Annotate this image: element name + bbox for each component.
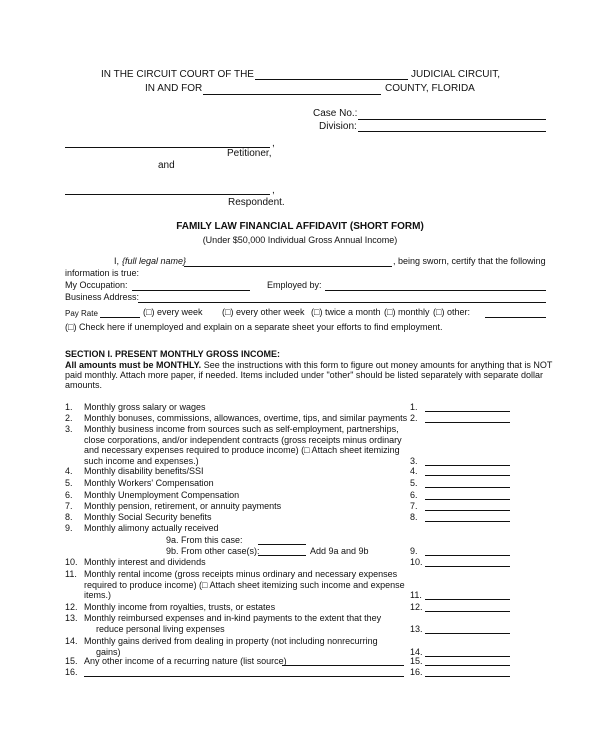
item-number: 15. [65, 656, 78, 666]
pay-option-label: every other week [235, 307, 305, 317]
checkbox-icon: □ [387, 307, 393, 317]
county-field[interactable] [203, 94, 381, 95]
item-ref-number: 15. [410, 656, 423, 666]
item-number: 2. [65, 413, 73, 423]
respondent-name-field[interactable] [65, 194, 270, 195]
business-address-label: Business Address: [65, 292, 140, 302]
amount-field[interactable] [425, 599, 510, 600]
amount-field[interactable] [425, 411, 510, 412]
item-description-line: Monthly interest and dividends [84, 557, 206, 567]
business-address-field[interactable] [138, 302, 546, 303]
being-sworn-text: , being sworn, certify that the following [393, 256, 546, 266]
item-description-line: such income and expenses.) [84, 455, 199, 466]
info-true-text: information is true: [65, 268, 140, 278]
circuit-field[interactable] [255, 79, 408, 80]
pay-rate-field[interactable] [100, 317, 140, 318]
section1-instruction-line2: paid monthly. Attach more paper, if needed. Items included under "other" should be listed separately with separate dollar [65, 370, 544, 380]
item-description-line: Monthly pension, retirement, or annuity payments [84, 501, 282, 511]
item-ref-number: 10. [410, 557, 423, 567]
alimony-9b-field[interactable] [258, 555, 306, 556]
form-title: FAMILY LAW FINANCIAL AFFIDAVIT (SHORT FORM) [176, 221, 424, 232]
pay-option-other[interactable]: (□) other: [433, 307, 470, 317]
instruction-text: See the instructions with this form to figure out money amounts for anything that is NOT [201, 360, 553, 370]
item-description-line: Monthly disability benefits/SSI [84, 466, 204, 476]
form-subtitle: (Under $50,000 Individual Gross Annual Income) [202, 235, 398, 245]
item-description-line: Monthly Workers' Compensation [84, 478, 214, 488]
item-ref-number: 5. [410, 478, 418, 488]
alimony-9b-label: 9b. From other case(s): [166, 546, 260, 556]
petitioner-comma: , [272, 138, 275, 149]
item-description-line: Monthly Social Security benefits [84, 512, 212, 522]
respondent-label: Respondent. [228, 197, 285, 208]
item-description-line: close corporations, and/or independent contracts (gross receipts minus ordinary [84, 434, 402, 445]
item-description-line: items.) [84, 590, 111, 600]
i-label: I, [114, 256, 120, 266]
item-description-line: Monthly gross salary or wages [84, 402, 206, 412]
item-ref-number: 1. [410, 402, 418, 412]
amount-field[interactable] [425, 510, 510, 511]
amount-field[interactable] [425, 665, 510, 666]
item-number: 16. [65, 667, 78, 677]
section1-bold-lead: All amounts must be MONTHLY. [65, 360, 202, 370]
judicial-circuit-label: JUDICIAL CIRCUIT, [411, 69, 501, 80]
item-ref-number: 7. [410, 501, 418, 511]
checkbox-icon: □ [68, 322, 74, 332]
occupation-field[interactable] [132, 290, 250, 291]
respondent-comma: , [272, 185, 275, 196]
item-number: 5. [65, 478, 73, 488]
add-9a-9b-label: Add 9a and 9b [310, 546, 369, 556]
amount-field[interactable] [425, 521, 510, 522]
full-legal-name-field[interactable] [184, 266, 392, 267]
pay-rate-label: Pay Rate [65, 309, 98, 318]
ref-9-label: 9. [410, 546, 418, 556]
item-description-line: Monthly gains derived from dealing in property (not including nonrecurring [84, 636, 378, 646]
item-description-line: and necessary expenses required to produce income) (□ Attach sheet itemizing [84, 445, 400, 455]
item-number: 12. [65, 602, 78, 612]
pay-option-every-other-week[interactable]: (□) every other week [222, 307, 305, 317]
checkbox-icon: □ [225, 307, 231, 317]
amount-field-9[interactable] [425, 555, 510, 556]
item-description-line: Monthly reimbursed expenses and in-kind payments to the extent that they [84, 613, 382, 623]
item-ref-number: 11. [410, 590, 422, 600]
item-description-line: reduce personal living expenses [96, 623, 225, 634]
item-description-line: Monthly income from royalties, trusts, or estates [84, 602, 276, 612]
occupation-label: My Occupation: [65, 280, 128, 290]
item-ref-number: 14. [410, 646, 423, 657]
alimony-9a-field[interactable] [258, 544, 306, 545]
amount-field[interactable] [425, 499, 510, 500]
pay-option-label: twice a month [324, 307, 381, 317]
item-ref-number: 8. [410, 512, 418, 522]
item-ref-number: 6. [410, 490, 418, 500]
checkbox-icon: □ [314, 307, 320, 317]
section1-heading: SECTION I. PRESENT MONTHLY GROSS INCOME: [65, 349, 281, 359]
item-number: 8. [65, 512, 73, 522]
section1-instruction-line3: amounts. [65, 380, 103, 390]
checkbox-icon: □ [146, 307, 152, 317]
item-number: 4. [65, 466, 73, 476]
amount-field[interactable] [425, 633, 510, 634]
item-description-line: Monthly alimony actually received [84, 523, 219, 533]
item-description-line: Monthly business income from sources such as self-employment, partnerships, [84, 424, 399, 434]
full-legal-name-label: {full legal name} [122, 256, 187, 266]
list-source-field[interactable] [282, 665, 404, 666]
pay-option-label: monthly [397, 307, 430, 317]
item-ref-number: 3. [410, 455, 418, 466]
court-prefix: IN THE CIRCUIT COURT OF THE [101, 69, 254, 80]
amount-field[interactable] [425, 487, 510, 488]
other-income-source-field[interactable] [84, 676, 404, 677]
pay-other-field[interactable] [485, 317, 546, 318]
pay-option-label: every week [156, 307, 203, 317]
division-label: Division: [319, 121, 357, 132]
item-number: 1. [65, 402, 73, 412]
item-description-line: Any other income of a recurring nature (list source) [84, 656, 287, 666]
item-ref-number: 12. [410, 602, 423, 612]
petitioner-label: Petitioner, [227, 148, 272, 159]
amount-field[interactable] [425, 656, 510, 657]
item-description-line: gains) [96, 646, 121, 657]
item-description-line: Monthly bonuses, commissions, allowances, overtime, tips, and similar payments [84, 413, 408, 423]
checkbox-icon: □ [436, 307, 442, 317]
in-and-for-label: IN AND FOR [145, 83, 203, 94]
item-number: 11. [65, 569, 77, 579]
alimony-9a-label: 9a. From this case: [166, 535, 243, 545]
item-description-line: Monthly Unemployment Compensation [84, 490, 240, 500]
case-no-field[interactable] [358, 119, 546, 120]
item-description-line: required to produce income) (□ Attach sheet itemizing such income and expense [84, 579, 405, 590]
amount-field[interactable] [425, 475, 510, 476]
item-number: 14. [65, 636, 78, 646]
item-ref-number: 4. [410, 466, 418, 476]
unemployed-text: Check here if unemployed and explain on a separate sheet your efforts to find employment. [78, 322, 443, 332]
employed-by-label: Employed by: [267, 280, 322, 290]
amount-field[interactable] [425, 676, 510, 677]
item-number: 10. [65, 557, 78, 567]
employed-by-field[interactable] [325, 290, 546, 291]
item-ref-number: 16. [410, 667, 423, 677]
county-florida-label: COUNTY, FLORIDA [385, 83, 475, 94]
amount-field[interactable] [425, 422, 510, 423]
and-label: and [158, 160, 175, 171]
item-description-line: Monthly rental income (gross receipts minus ordinary and necessary expenses [84, 569, 398, 579]
unemployed-checkbox-row[interactable]: (□) Check here if unemployed and explain on a separate sheet your efforts to find employment. [65, 322, 443, 332]
amount-field[interactable] [425, 611, 510, 612]
item-number: 3. [65, 424, 73, 434]
pay-option-twice-a-month[interactable]: (□) twice a month [311, 307, 381, 317]
amount-field[interactable] [425, 566, 510, 567]
pay-option-every-week[interactable]: (□) every week [143, 307, 203, 317]
item-ref-number: 13. [410, 623, 423, 634]
item-number: 6. [65, 490, 73, 500]
item-number: 7. [65, 501, 73, 511]
item-number: 13. [65, 613, 78, 623]
item-number: 9. [65, 523, 73, 533]
pay-option-label: other: [446, 307, 470, 317]
item-ref-number: 2. [410, 413, 418, 423]
pay-option-monthly[interactable]: (□) monthly [384, 307, 430, 317]
division-field[interactable] [358, 131, 546, 132]
case-no-label: Case No.: [313, 108, 358, 119]
amount-field[interactable] [425, 465, 510, 466]
